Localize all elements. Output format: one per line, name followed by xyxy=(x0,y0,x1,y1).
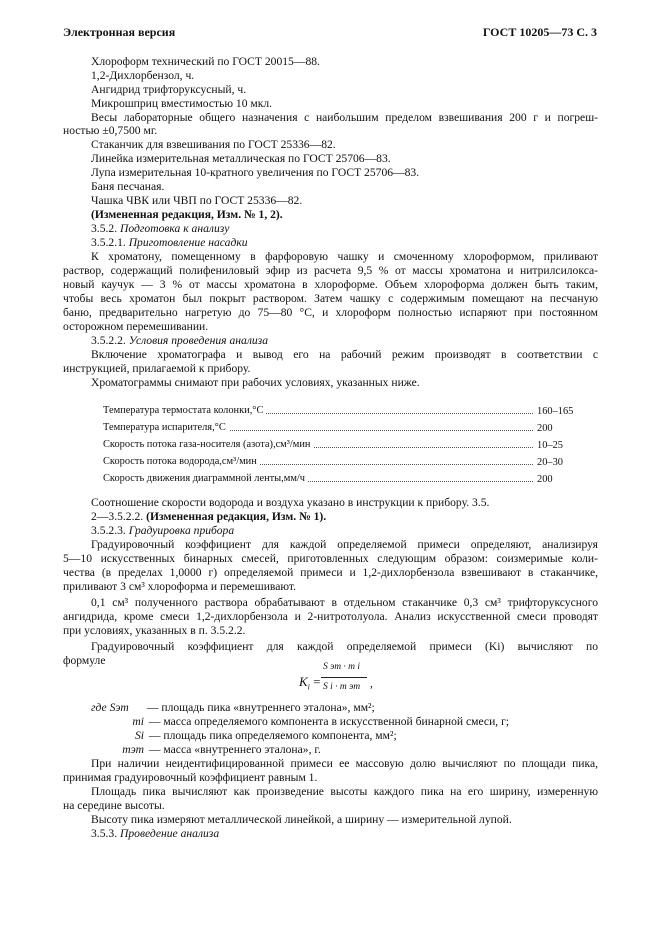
text-line: Соотношение скорости водорода и воздуха указано в инструкции к прибору. 3.5. xyxy=(91,496,490,509)
section-heading xyxy=(91,222,229,236)
condition-value: 160–165 xyxy=(537,406,574,417)
text-line: Высоту пика измеряют металлической линейкой, а ширину — измерительной лупой. xyxy=(91,813,512,826)
definition-symbol: где Sэт xyxy=(91,701,129,714)
text-line: 5—10 искусственных бинарных смесей, приготовленных следующим образом: соизмеримые коли- xyxy=(63,552,598,565)
amendment-note: (Измененная редакция, Изм. № 1). xyxy=(146,510,327,523)
section-heading xyxy=(91,524,234,538)
condition-label: Температура термостата колонки,°С xyxy=(103,404,266,418)
condition-value: 20–30 xyxy=(537,457,563,468)
list-item: Чашка ЧВК или ЧВП по ГОСТ 25336—82. xyxy=(91,194,303,207)
text-line: принимая градуировочный коэффициент равным 1. xyxy=(63,771,318,784)
table-row xyxy=(103,438,533,452)
text-line: формуле xyxy=(63,654,106,667)
definition-symbol: Si xyxy=(134,729,144,742)
amendment-note: (Измененная редакция, Изм. № 1, 2). xyxy=(91,208,283,221)
definition-text: — масса определяемого компонента в искусственной бинарной смеси, г; xyxy=(148,715,510,728)
section-title: Приготовление насадки xyxy=(128,236,248,249)
text-line: при условиях, указанных в п. 3.5.2.2. xyxy=(63,624,246,637)
text-line: на середине высоты. xyxy=(63,799,165,812)
condition-label: Скорость потока газа-носителя (азота),см³/мин xyxy=(103,438,313,452)
section-number: 3.5.2. xyxy=(91,222,118,235)
condition-label: Температура испарителя,°С xyxy=(103,421,229,435)
list-item: Линейка измерительная металлическая по ГОСТ 25706—83. xyxy=(91,152,391,165)
list-item: Лупа измерительная 10-кратного увеличения по ГОСТ 25706—83. xyxy=(91,166,420,179)
definition-row xyxy=(91,701,375,715)
text-line: При наличии неидентифицированной примеси ее массовую долю вычисляют по площади пика, xyxy=(91,757,598,770)
amendment-prefix: 2—3.5.2.2. xyxy=(91,510,144,523)
list-item: Хлороформ технический по ГОСТ 20015—88. xyxy=(91,55,320,68)
text-line: Включение хроматографа и вывод его на рабочий режим производят в соответствии с xyxy=(91,348,598,361)
section-title: Градуировка прибора xyxy=(128,524,235,537)
fraction-bar xyxy=(321,677,367,678)
definition-row xyxy=(115,715,509,729)
section-heading xyxy=(91,236,248,250)
condition-value: 10–25 xyxy=(537,440,563,451)
text-line: раствор, содержащий полифениловый эфир из расчета 9,5 % от массы хроматона и нитрилсилокса- xyxy=(63,264,598,277)
section-number: 3.5.2.2. xyxy=(91,334,126,347)
definition-symbol: mэт xyxy=(122,743,144,756)
formula-tail: , xyxy=(370,677,373,690)
table-row xyxy=(103,421,533,435)
table-row xyxy=(103,472,533,486)
text-line: чтобы весь хроматон был покрыт раствором. Затем чашку с содержимым помещают на песчаную xyxy=(63,292,598,305)
text-line: приливают 3 см³ хлороформа и перемешивают. xyxy=(63,580,296,593)
text-line: К хроматону, помещенному в фарфоровую чашку и смоченному хлороформом, приливают xyxy=(91,250,598,263)
text-line: инструкцией, прилагаемой к прибору. xyxy=(63,362,251,375)
formula-denominator: S i · m эт xyxy=(323,682,361,692)
text-line: осторожном перемешивании. xyxy=(63,320,209,333)
table-row xyxy=(103,404,533,418)
text-line: чества (в пределах 1,0000 г) определяемой примеси и 1,2-дихлорбензола взвешивают в стаканчике, xyxy=(63,566,598,579)
text-line: ангидрида, кроме смеси 1,2-дихлорбензола и 2-нитротолуола. Анализ искусственной смеси проводят xyxy=(63,610,598,623)
definition-text: — масса «внутреннего эталона», г. xyxy=(148,743,321,756)
header-right: ГОСТ 10205—73 С. 3 xyxy=(482,25,597,39)
text-line: Градуировочный коэффициент для каждой определяемой примеси определяют, анализируя xyxy=(91,538,598,551)
section-heading xyxy=(91,334,268,348)
header-left: Электронная версия xyxy=(63,25,176,39)
list-item: Стаканчик для взвешивания по ГОСТ 25336—82. xyxy=(91,138,336,151)
text-line: Хроматограммы снимают при рабочих условиях, указанных ниже. xyxy=(91,376,420,389)
section-number: 3.5.2.3. xyxy=(91,524,126,537)
section-title: Проведение анализа xyxy=(120,827,220,840)
list-item: 1,2-Дихлорбензол, ч. xyxy=(91,69,195,82)
section-number: 3.5.3. xyxy=(91,827,118,840)
formula-numerator: S эт · m i xyxy=(323,662,361,672)
definition-text: — площадь пика «внутреннего эталона», мм²; xyxy=(146,701,375,714)
section-title: Условия проведения анализа xyxy=(128,334,268,347)
formula-lhs: $K_i$ = xyxy=(299,674,321,692)
definition-text: — площадь пика определяемого компонента, мм²; xyxy=(148,729,397,742)
condition-label: Скорость потока водорода,см³/мин xyxy=(103,455,260,469)
definition-row xyxy=(115,729,397,743)
text-line: Градуировочный коэффициент для каждой определяемой примеси (Ki) вычисляют по xyxy=(91,640,598,653)
text-line: баню, предварительно нагретую до 75—80 °С, и хлороформ полностью испаряют при постоянном xyxy=(63,306,598,319)
text-line: Площадь пика вычисляют как произведение высоты каждого пика на его ширину, измеренную xyxy=(91,785,598,798)
list-item: Микрошприц вместимостью 10 мкл. xyxy=(91,97,273,110)
list-item: Ангидрид трифторуксусный, ч. xyxy=(91,83,247,96)
definition-symbol: mi xyxy=(132,715,144,728)
section-number: 3.5.2.1. xyxy=(91,236,126,249)
condition-value: 200 xyxy=(537,423,553,434)
text-line: новый каучук — 3 % от массы хроматона в хлороформе. Объем хлороформа должен быть таким, xyxy=(63,278,598,291)
list-item: Баня песчаная. xyxy=(91,180,165,193)
list-item: Весы лабораторные общего назначения с наибольшим пределом взвешивания 200 г и погреш- xyxy=(91,111,598,124)
section-title: Подготовка к анализу xyxy=(120,222,230,235)
text-line: 0,1 см³ полученного раствора обрабатывают в отдельном стаканчике 0,3 см³ трифторуксусного xyxy=(91,596,598,609)
condition-label: Скорость движения диаграммной ленты,мм/ч xyxy=(103,472,308,486)
condition-value: 200 xyxy=(537,474,553,485)
table-row xyxy=(103,455,533,469)
definition-row xyxy=(108,743,321,757)
section-heading xyxy=(91,827,219,841)
list-item: ностью ±0,7500 мг. xyxy=(63,124,158,137)
amendment-line xyxy=(91,510,326,524)
